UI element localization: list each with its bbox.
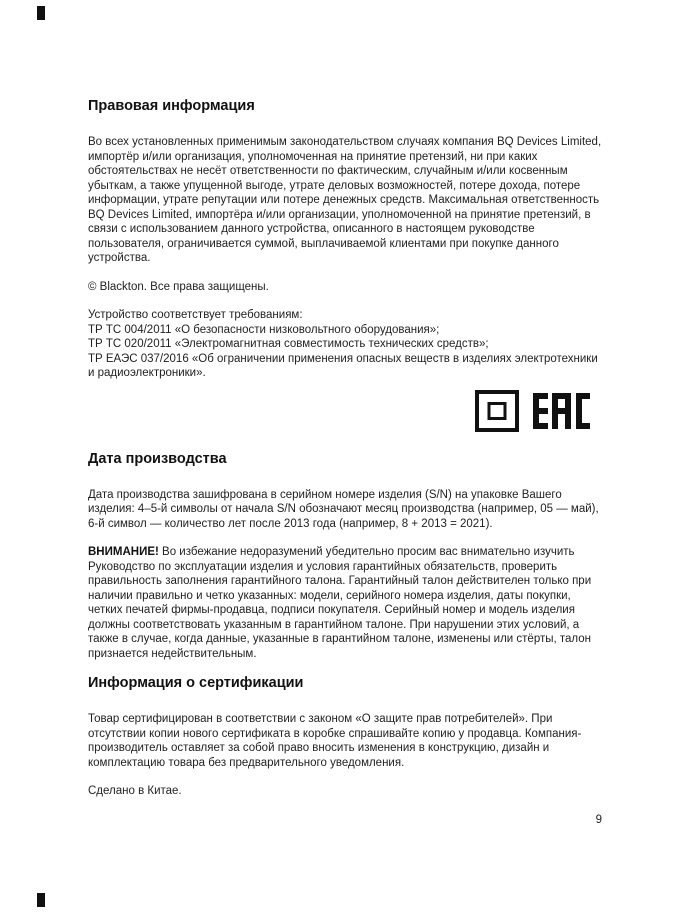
copyright-line: © Blackton. Все права защищены. <box>88 280 269 293</box>
eac-conformity-mark-icon <box>533 392 590 430</box>
made-in-line: Сделано в Китае. <box>88 785 182 797</box>
page-content <box>88 98 602 827</box>
compliance-line: ТР ТС 020/2011 «Электромагнитная совместимость технических средств»; <box>88 338 489 350</box>
compliance-intro: Устройство соответствует требованиям: <box>88 309 303 321</box>
compliance-line: ТР ЕАЭС 037/2016 «Об ограничении применения опасных веществ в изделиях электротехники и радиоэлектроники». <box>88 352 598 379</box>
warning-label: ВНИМАНИЕ! <box>88 546 159 558</box>
certification-paragraph: Товар сертифицирован в соответствии с законом «О защите прав потребителей». При отсутствии копии нового сертификата в коробке спрашивайте копию у продавца. Компания-производитель оставляет за собой право вносить изменения в конструкцию, дизайн и комплектацию товара без предварительного уведомления. <box>88 713 582 769</box>
warranty-warning-paragraph <box>88 545 602 661</box>
section-title-manufacture-date: Дата производства <box>88 450 227 467</box>
section-title-legal-info: Правовая информация <box>88 98 255 114</box>
class-ii-double-square-icon <box>475 390 519 432</box>
print-registration-mark-top <box>37 6 45 20</box>
manufacture-date-paragraph: Дата производства зашифрована в серийном номере изделия (S/N) на упаковке Вашего изделия: 4–5-й символы от начала S/N обозначают месяц производства (например, 05 — май), 6-й символ — количество лет после 2013 года (например, 8 + 2013 = 2021). <box>88 488 599 530</box>
warning-text: Во избежание недоразумений убедительно просим вас внимательно изучить Руководство по эксплуатации изделия и условия гарантийных обязательств, проверить правильность заполнения гарантийного талона. Гарантийный талон действителен только при наличии правильно и четко указанных: модели, серийного номера изделия, даты покупки, четких печатей фирмы-продавца, подписи покупателя. Серийный номер и модель изделия должны соответствовать указанным в гарантийном талоне. При нарушении этих условий, а также в случае, когда данные, указанные в гарантийном талоне, изменены или стёрты, талон признается недействительным. <box>88 546 592 660</box>
print-registration-mark-bottom <box>37 893 45 907</box>
legal-liability-paragraph: Во всех установленных применимым законодательством случаях компания BQ Devices Limited, импортёр и/или организация, уполномоченная на принятие претензий, ни при каких обстоятельствах не несёт ответственности по фактическим, случайным и/или косвенным убыткам, а также упущенной выгоде, утрате деловых возможностей, потере дохода, потере информации, утрате репутации или потере денежных средств. Максимальная ответственность BQ Devices Limited, импортёра и/или организации, уполномоченной на принятие претензий, в связи с использованием данного устройства, описанного в настоящем руководстве пользователя, ограничивается суммой, выплачиваемой клиентами при покупке данного устройства. <box>88 136 602 264</box>
section-title-certification-info: Информация о сертификации <box>88 675 304 691</box>
certification-marks-row <box>88 389 602 433</box>
compliance-line: ТР ТС 004/2011 «О безопасности низковольтного оборудования»; <box>88 323 440 336</box>
compliance-block <box>88 308 602 381</box>
page-number: 9 <box>595 813 602 826</box>
